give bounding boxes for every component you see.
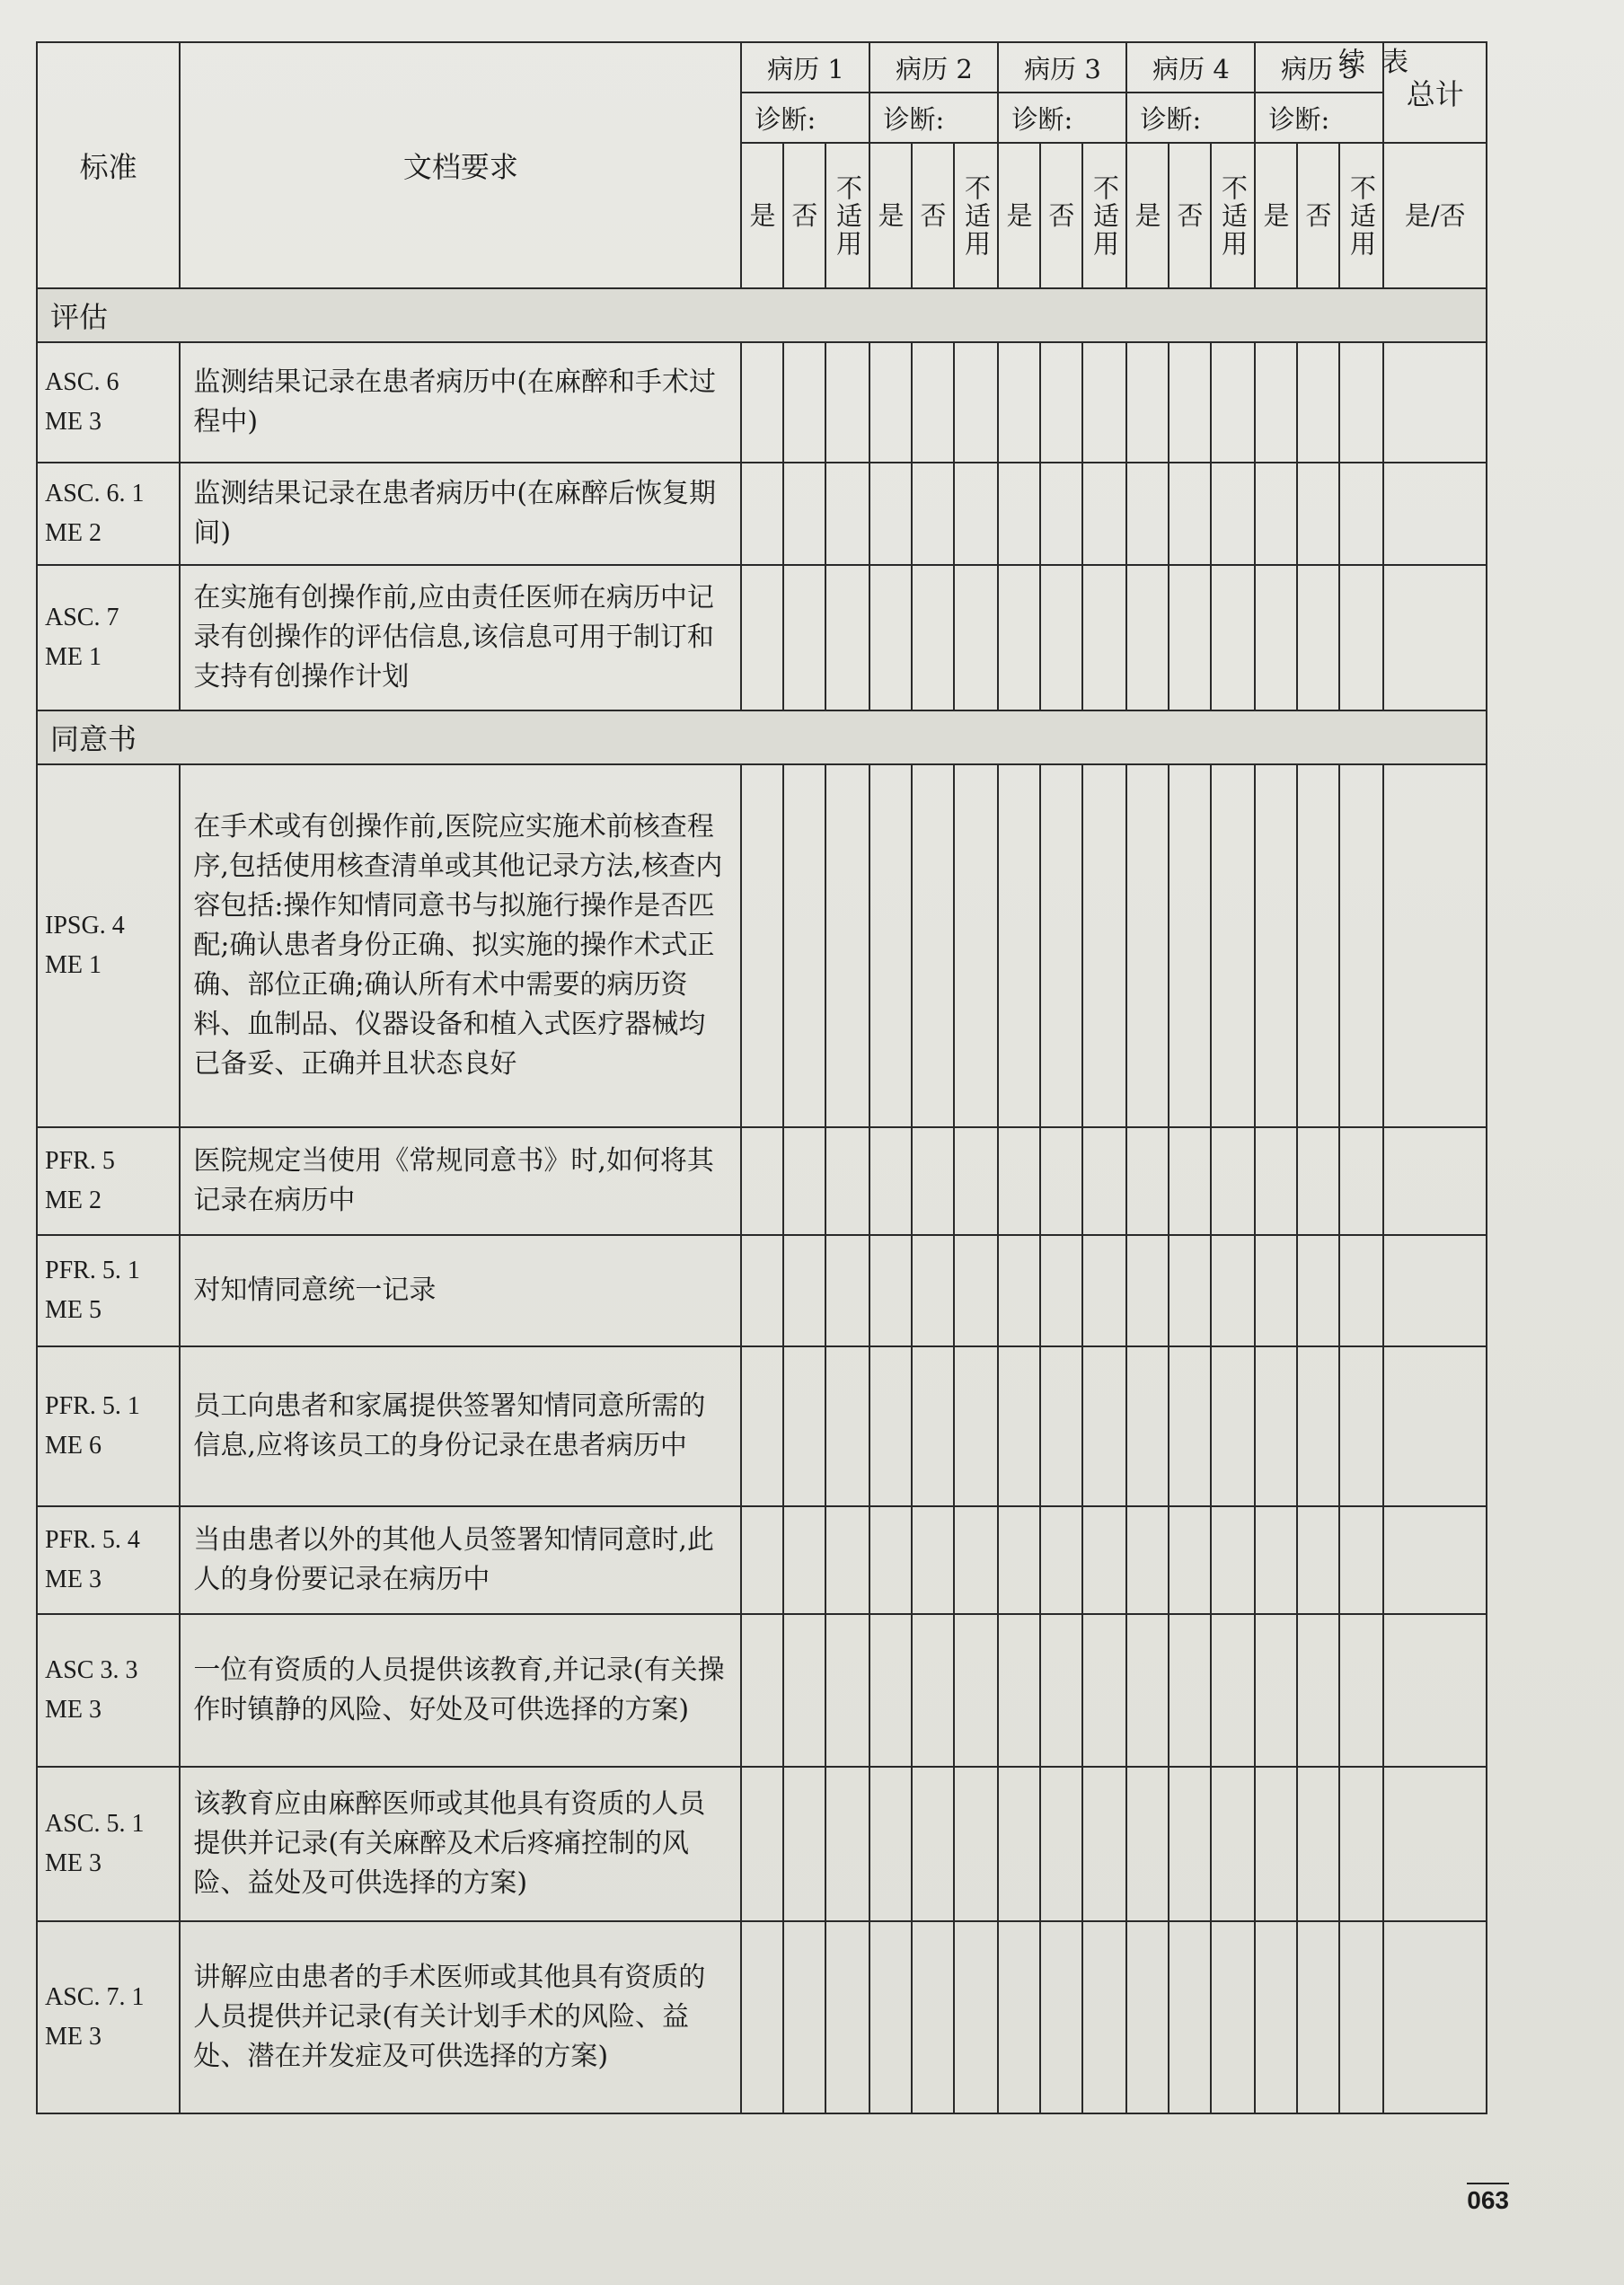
- requirement-text: 监测结果记录在患者病历中(在麻醉后恢复期间): [180, 463, 741, 565]
- check-cell: [1339, 463, 1383, 565]
- header-na: 不适用: [1211, 143, 1255, 288]
- check-cell: [1169, 764, 1211, 1127]
- header-case-4: 病历 4: [1126, 42, 1255, 93]
- check-cell: [1211, 1921, 1255, 2113]
- header-na: 不适用: [825, 143, 869, 288]
- check-cell: [1211, 342, 1255, 463]
- check-cell: [1255, 565, 1297, 710]
- check-cell: [1040, 1921, 1082, 2113]
- check-cell: [1169, 1921, 1211, 2113]
- standard-code: [37, 1127, 180, 1235]
- requirement-text: 员工向患者和家属提供签署知情同意所需的信息,应将该员工的身份记录在患者病历中: [180, 1346, 741, 1506]
- standard-code-line: ME 2: [45, 1187, 102, 1214]
- header-no: 否: [1169, 143, 1211, 288]
- header-case-1: 病历 1: [741, 42, 869, 93]
- check-cell: [1339, 1921, 1383, 2113]
- check-cell: [912, 1614, 954, 1767]
- check-cell: [1339, 1614, 1383, 1767]
- check-cell: [1082, 1127, 1126, 1235]
- check-cell: [1040, 1127, 1082, 1235]
- standard-code-line: IPSG. 4: [45, 912, 125, 940]
- check-cell: [783, 1921, 825, 2113]
- check-cell: [741, 1614, 783, 1767]
- header-diagnosis-4: 诊断:: [1126, 93, 1255, 143]
- check-cell: [954, 1506, 998, 1614]
- standard-code-line: ME 3: [45, 2023, 102, 2051]
- check-cell: [1297, 1127, 1339, 1235]
- section-title: 评估: [37, 288, 1487, 342]
- check-cell: [783, 764, 825, 1127]
- check-cell: [1169, 1346, 1211, 1506]
- check-cell: [1383, 565, 1487, 710]
- table-row: [37, 1767, 1487, 1921]
- check-cell: [1040, 1346, 1082, 1506]
- check-cell: [869, 764, 912, 1127]
- requirement-text: 讲解应由患者的手术医师或其他具有资质的人员提供并记录(有关计划手术的风险、益处、潜在并发症及可供选择的方案): [180, 1921, 741, 2113]
- check-cell: [1126, 565, 1169, 710]
- check-cell: [912, 1346, 954, 1506]
- header-standard: 标准: [37, 42, 180, 288]
- check-cell: [998, 1921, 1040, 2113]
- check-cell: [1169, 1614, 1211, 1767]
- check-cell: [1383, 1127, 1487, 1235]
- check-cell: [825, 463, 869, 565]
- check-cell: [954, 1235, 998, 1346]
- check-cell: [1040, 1767, 1082, 1921]
- table-row: [37, 565, 1487, 710]
- check-cell: [869, 1346, 912, 1506]
- check-cell: [783, 1614, 825, 1767]
- check-cell: [1211, 1614, 1255, 1767]
- check-cell: [998, 1767, 1040, 1921]
- standard-code-line: ASC. 7: [45, 604, 119, 631]
- check-cell: [1040, 342, 1082, 463]
- header-yes: 是: [1126, 143, 1169, 288]
- check-cell: [912, 1506, 954, 1614]
- check-cell: [954, 1127, 998, 1235]
- header-total: 总计: [1383, 42, 1487, 143]
- check-cell: [741, 1921, 783, 2113]
- check-cell: [1169, 1127, 1211, 1235]
- standard-code: [37, 1767, 180, 1921]
- check-cell: [912, 764, 954, 1127]
- check-cell: [1339, 565, 1383, 710]
- check-cell: [1255, 1614, 1297, 1767]
- check-cell: [825, 565, 869, 710]
- header-yes: 是: [741, 143, 783, 288]
- table-row: [37, 1506, 1487, 1614]
- check-cell: [1169, 342, 1211, 463]
- standard-code: [37, 565, 180, 710]
- standard-code: [37, 342, 180, 463]
- check-cell: [741, 1235, 783, 1346]
- check-cell: [741, 1346, 783, 1506]
- check-cell: [912, 1921, 954, 2113]
- check-cell: [1082, 1235, 1126, 1346]
- check-cell: [825, 1921, 869, 2113]
- check-cell: [1339, 1346, 1383, 1506]
- check-cell: [1383, 463, 1487, 565]
- check-cell: [912, 565, 954, 710]
- standard-code-line: ME 3: [45, 1849, 102, 1877]
- header-yes: 是: [869, 143, 912, 288]
- check-cell: [741, 764, 783, 1127]
- check-cell: [869, 342, 912, 463]
- check-cell: [783, 1767, 825, 1921]
- standard-code-line: ME 6: [45, 1432, 102, 1460]
- check-cell: [998, 463, 1040, 565]
- check-cell: [954, 1346, 998, 1506]
- check-cell: [1255, 1127, 1297, 1235]
- requirement-text: 一位有资质的人员提供该教育,并记录(有关操作时镇静的风险、好处及可供选择的方案): [180, 1614, 741, 1767]
- standard-code-line: ME 3: [45, 1696, 102, 1724]
- header-no: 否: [912, 143, 954, 288]
- check-cell: [954, 463, 998, 565]
- check-cell: [825, 342, 869, 463]
- standard-code: [37, 1506, 180, 1614]
- check-cell: [998, 1127, 1040, 1235]
- check-cell: [1339, 764, 1383, 1127]
- check-cell: [1082, 1921, 1126, 2113]
- check-cell: [954, 342, 998, 463]
- standard-code: [37, 1346, 180, 1506]
- standard-code: [37, 1921, 180, 2113]
- check-cell: [1383, 1921, 1487, 2113]
- table-row: [37, 1127, 1487, 1235]
- check-cell: [954, 764, 998, 1127]
- check-cell: [783, 1127, 825, 1235]
- check-cell: [1297, 1614, 1339, 1767]
- header-case-3: 病历 3: [998, 42, 1126, 93]
- check-cell: [869, 1235, 912, 1346]
- table-row: [37, 342, 1487, 463]
- standard-code: [37, 1614, 180, 1767]
- check-cell: [1297, 764, 1339, 1127]
- standard-code: [37, 1235, 180, 1346]
- check-cell: [825, 1235, 869, 1346]
- check-cell: [1211, 1127, 1255, 1235]
- header-total-opt: 是/否: [1383, 143, 1487, 288]
- check-cell: [1297, 1767, 1339, 1921]
- check-cell: [912, 1127, 954, 1235]
- check-cell: [783, 1506, 825, 1614]
- header-no: 否: [1040, 143, 1082, 288]
- requirement-text: 在手术或有创操作前,医院应实施术前核查程序,包括使用核查清单或其他记录方法,核查内容包括:操作知情同意书与拟施行操作是否匹配;确认患者身份正确、拟实施的操作术式正确、部位正确;确认所有术中需要的病历资料、血制品、仪器设备和植入式医疗器械均已备妥、正确并且状态良好: [180, 764, 741, 1127]
- check-cell: [825, 1506, 869, 1614]
- table-row: [37, 1235, 1487, 1346]
- requirement-text: 在实施有创操作前,应由责任医师在病历中记录有创操作的评估信息,该信息可用于制订和支持有创操作计划: [180, 565, 741, 710]
- check-cell: [1169, 565, 1211, 710]
- audit-table: [36, 41, 1487, 2114]
- check-cell: [741, 1127, 783, 1235]
- check-cell: [783, 1235, 825, 1346]
- check-cell: [825, 1346, 869, 1506]
- table-row: [37, 463, 1487, 565]
- check-cell: [998, 565, 1040, 710]
- check-cell: [1040, 1614, 1082, 1767]
- header-case-2: 病历 2: [869, 42, 998, 93]
- check-cell: [869, 1614, 912, 1767]
- check-cell: [741, 463, 783, 565]
- check-cell: [1383, 1767, 1487, 1921]
- standard-code-line: PFR. 5. 1: [45, 1392, 140, 1420]
- standard-code-line: ASC. 6. 1: [45, 480, 145, 507]
- check-cell: [783, 342, 825, 463]
- standard-code-line: ME 3: [45, 1566, 102, 1593]
- check-cell: [1255, 764, 1297, 1127]
- check-cell: [1297, 342, 1339, 463]
- header-yes: 是: [998, 143, 1040, 288]
- check-cell: [1211, 1506, 1255, 1614]
- check-cell: [912, 1767, 954, 1921]
- standard-code-line: ASC 3. 3: [45, 1656, 138, 1684]
- header-requirement: 文档要求: [180, 42, 741, 288]
- check-cell: [1082, 1767, 1126, 1921]
- check-cell: [1297, 1921, 1339, 2113]
- check-cell: [1255, 1921, 1297, 2113]
- header-no: 否: [783, 143, 825, 288]
- check-cell: [1126, 1235, 1169, 1346]
- check-cell: [1297, 565, 1339, 710]
- requirement-text: 监测结果记录在患者病历中(在麻醉和手术过程中): [180, 342, 741, 463]
- standard-code-line: PFR. 5. 4: [45, 1526, 140, 1554]
- check-cell: [1211, 1235, 1255, 1346]
- check-cell: [741, 342, 783, 463]
- check-cell: [1040, 1235, 1082, 1346]
- standard-code-line: ASC. 6: [45, 368, 119, 396]
- check-cell: [1082, 1506, 1126, 1614]
- check-cell: [1082, 565, 1126, 710]
- check-cell: [1040, 565, 1082, 710]
- header-no: 否: [1297, 143, 1339, 288]
- standard-code-line: ASC. 5. 1: [45, 1810, 145, 1838]
- check-cell: [1169, 463, 1211, 565]
- header-na: 不适用: [954, 143, 998, 288]
- check-cell: [1082, 463, 1126, 565]
- check-cell: [954, 565, 998, 710]
- check-cell: [1126, 1346, 1169, 1506]
- check-cell: [869, 1767, 912, 1921]
- check-cell: [1339, 342, 1383, 463]
- requirement-text: 当由患者以外的其他人员签署知情同意时,此人的身份要记录在病历中: [180, 1506, 741, 1614]
- check-cell: [1383, 1614, 1487, 1767]
- check-cell: [1126, 1127, 1169, 1235]
- check-cell: [998, 1506, 1040, 1614]
- check-cell: [1211, 463, 1255, 565]
- check-cell: [1339, 1127, 1383, 1235]
- check-cell: [1126, 1921, 1169, 2113]
- check-cell: [912, 1235, 954, 1346]
- check-cell: [1211, 764, 1255, 1127]
- check-cell: [825, 1614, 869, 1767]
- check-cell: [1082, 1346, 1126, 1506]
- continued-label: 续表: [1338, 47, 1425, 78]
- standard-code-line: ME 2: [45, 519, 102, 547]
- standard-code-line: ASC. 7. 1: [45, 1983, 145, 2011]
- table-row: [37, 1614, 1487, 1767]
- check-cell: [1126, 1614, 1169, 1767]
- check-cell: [1126, 463, 1169, 565]
- check-cell: [1126, 342, 1169, 463]
- page-number: 063: [1467, 2183, 1509, 2215]
- requirement-text: 对知情同意统一记录: [180, 1235, 741, 1346]
- check-cell: [954, 1767, 998, 1921]
- header-diagnosis-1: 诊断:: [741, 93, 869, 143]
- header-diagnosis-2: 诊断:: [869, 93, 998, 143]
- check-cell: [783, 463, 825, 565]
- check-cell: [825, 1127, 869, 1235]
- check-cell: [954, 1614, 998, 1767]
- standard-code-line: PFR. 5: [45, 1147, 115, 1175]
- check-cell: [1297, 463, 1339, 565]
- check-cell: [1255, 342, 1297, 463]
- header-na: 不适用: [1082, 143, 1126, 288]
- check-cell: [1339, 1506, 1383, 1614]
- check-cell: [954, 1921, 998, 2113]
- check-cell: [912, 342, 954, 463]
- check-cell: [741, 1506, 783, 1614]
- check-cell: [1126, 764, 1169, 1127]
- check-cell: [1383, 1346, 1487, 1506]
- check-cell: [1255, 463, 1297, 565]
- header-case-5: 病历 5: [1255, 42, 1383, 93]
- table-row: [37, 1921, 1487, 2113]
- header-diagnosis-5: 诊断:: [1255, 93, 1383, 143]
- section-title: 同意书: [37, 710, 1487, 764]
- standard-code-line: ME 1: [45, 643, 102, 671]
- check-cell: [1040, 1506, 1082, 1614]
- check-cell: [998, 1614, 1040, 1767]
- check-cell: [1040, 764, 1082, 1127]
- check-cell: [1126, 1506, 1169, 1614]
- check-cell: [1339, 1235, 1383, 1346]
- standard-code: [37, 463, 180, 565]
- standard-code-line: PFR. 5. 1: [45, 1257, 140, 1284]
- check-cell: [1169, 1235, 1211, 1346]
- check-cell: [1255, 1235, 1297, 1346]
- check-cell: [1383, 342, 1487, 463]
- table-row: [37, 764, 1487, 1127]
- check-cell: [783, 565, 825, 710]
- check-cell: [1297, 1506, 1339, 1614]
- check-cell: [1082, 342, 1126, 463]
- check-cell: [1297, 1346, 1339, 1506]
- check-cell: [998, 342, 1040, 463]
- check-cell: [869, 565, 912, 710]
- header-diagnosis-3: 诊断:: [998, 93, 1126, 143]
- check-cell: [869, 1127, 912, 1235]
- standard-code-line: ME 5: [45, 1296, 102, 1324]
- check-cell: [1211, 1346, 1255, 1506]
- check-cell: [1211, 1767, 1255, 1921]
- check-cell: [1126, 1767, 1169, 1921]
- check-cell: [1339, 1767, 1383, 1921]
- check-cell: [1255, 1346, 1297, 1506]
- check-cell: [998, 1346, 1040, 1506]
- check-cell: [1383, 1235, 1487, 1346]
- header-yes: 是: [1255, 143, 1297, 288]
- check-cell: [1040, 463, 1082, 565]
- check-cell: [783, 1346, 825, 1506]
- check-cell: [869, 463, 912, 565]
- check-cell: [741, 1767, 783, 1921]
- check-cell: [998, 764, 1040, 1127]
- requirement-text: 医院规定当使用《常规同意书》时,如何将其记录在病历中: [180, 1127, 741, 1235]
- check-cell: [825, 764, 869, 1127]
- check-cell: [1082, 764, 1126, 1127]
- check-cell: [869, 1921, 912, 2113]
- check-cell: [998, 1235, 1040, 1346]
- check-cell: [1169, 1767, 1211, 1921]
- check-cell: [1211, 565, 1255, 710]
- check-cell: [1297, 1235, 1339, 1346]
- check-cell: [912, 463, 954, 565]
- requirement-text: 该教育应由麻醉医师或其他具有资质的人员提供并记录(有关麻醉及术后疼痛控制的风险、益处及可供选择的方案): [180, 1767, 741, 1921]
- check-cell: [1255, 1767, 1297, 1921]
- check-cell: [825, 1767, 869, 1921]
- check-cell: [1082, 1614, 1126, 1767]
- check-cell: [741, 565, 783, 710]
- table-row: [37, 1346, 1487, 1506]
- check-cell: [1169, 1506, 1211, 1614]
- standard-code: [37, 764, 180, 1127]
- check-cell: [1383, 764, 1487, 1127]
- standard-code-line: ME 3: [45, 408, 102, 436]
- check-cell: [869, 1506, 912, 1614]
- standard-code-line: ME 1: [45, 951, 102, 979]
- header-na: 不适用: [1339, 143, 1383, 288]
- check-cell: [1255, 1506, 1297, 1614]
- check-cell: [1383, 1506, 1487, 1614]
